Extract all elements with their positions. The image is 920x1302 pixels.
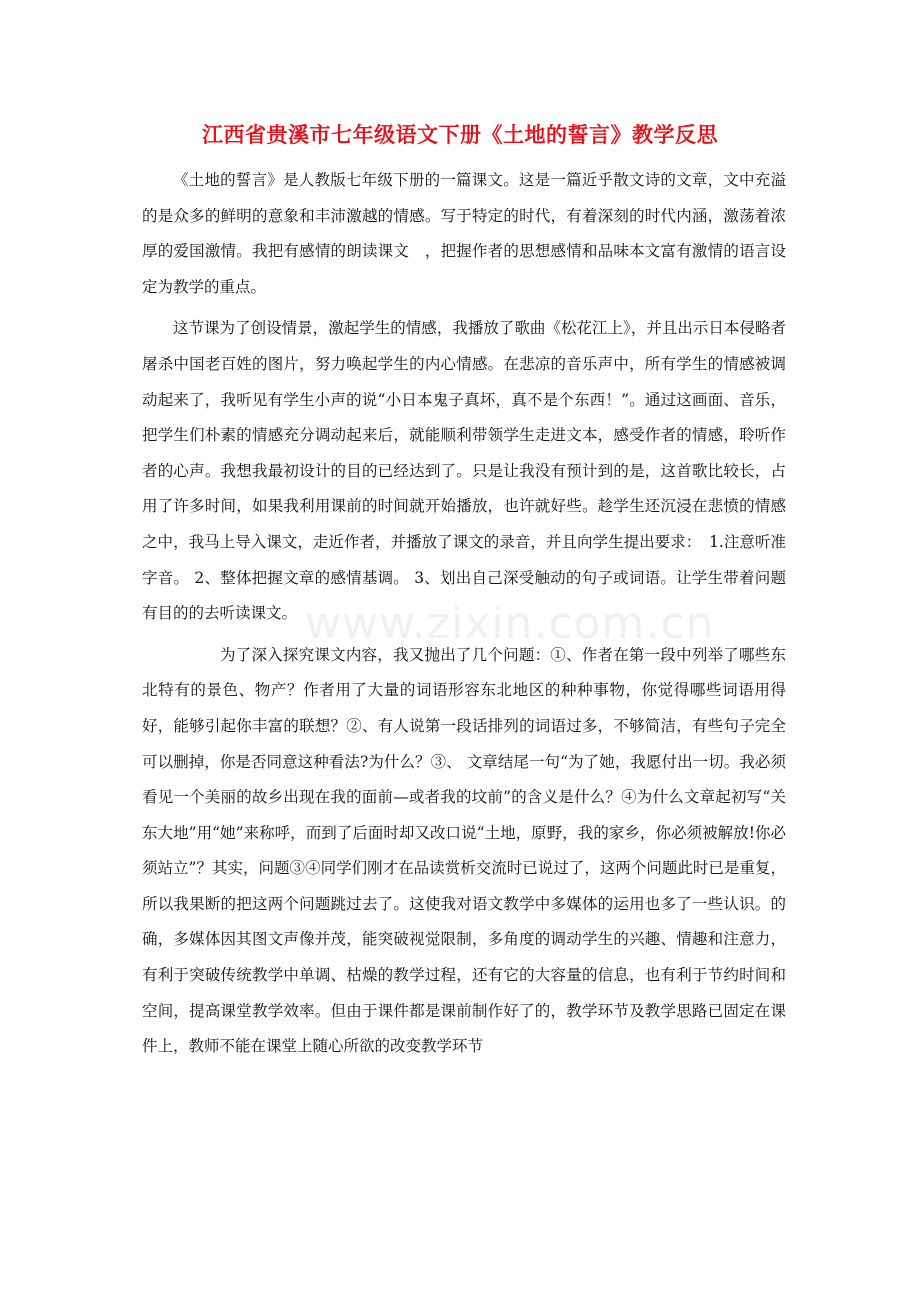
watermark: www.zixin.com.cn: [305, 598, 715, 649]
document-title: 江西省贵溪市七年级语文下册《土地的誓言》教学反思: [202, 122, 718, 147]
paragraph-3: 为了深入探究课文内容，我又抛出了几个问题：①、作者在第一段中列举了哪些东北特有的景色、物产？作者用了大量的词语形容东北地区的种种事物，你觉得哪些词语用得好，能够引起你丰富的联想？②、有人说第一段话排列的词语过多，不够简洁，有些句子完全可以删掉，你是否同意这种看法?为什么？③、 文章结尾一句“为了她，我愿付出一切。我必须看见一个美丽的故乡出现在我的面前—或者我的坟前”的含义是什么？④为什么文章起初写“关东大地”用“她”来称呼，而到了后面时却又改口说“土地，原野，我的家乡，你必须被解放!你必须站立”？其实，问题③④同学们刚才在品读赏析交流时已说过了，这两个问题此时已是重复，所以我果断的把这两个问题跳过去了。这使我对语文教学中多媒体的运用也多了一些认识。的确，多媒体因其图文声像并茂，能突破视觉限制，多角度的调动学生的兴趣、情趣和注意力，有利于突破传统教学中单调、枯燥的教学过程，还有它的大容量的信息，也有利于节约时间和空间，提高课堂教学效率。但由于课件都是课前制作好了的，教学环节及教学思路已固定在课件上，教师不能在课堂上随心所欲的改变教学环节: [142, 645, 786, 1056]
document-body: [142, 163, 786, 1071]
paragraph-1: 《土地的誓言》是人教版七年级下册的一篇课文。这是一篇近乎散文诗的文章，文中充溢的是众多的鲜明的意象和丰沛激越的情感。写于特定的时代，有着深刻的时代内涵，激荡着浓厚的爱国激情。我把有感情的朗读课文 ，把握作者的思想感情和品味本文富有激情的语言设定为教学的重点。: [142, 171, 786, 296]
paragraph-2: 这节课为了创设情景，激起学生的情感，我播放了歌曲《松花江上》，并且出示日本侵略者屠杀中国老百姓的图片，努力唤起学生的内心情感。在悲凉的音乐声中，所有学生的情感被调动起来了，我听见有学生小声的说“小日本鬼子真坏，真不是个东西！”。通过这画面、音乐，把学生们朴素的情感充分调动起来后，就能顺利带领学生走进文本，感受作者的情感，聆听作者的心声。我想我最初设计的目的已经达到了。只是让我没有预计到的是，这首歌比较长，占用了许多时间，如果我利用课前的时间就开始播放，也许就好些。趁学生还沉浸在悲愤的情感之中，我马上导入课文，走近作者，并播放了课文的录音，并且向学生提出要求： 1.注意听准字音。 2、整体把握文章的感情基调。 3、划出自己深受触动的句子或词语。让学生带着问题有目的的去听读课文。: [142, 319, 786, 623]
